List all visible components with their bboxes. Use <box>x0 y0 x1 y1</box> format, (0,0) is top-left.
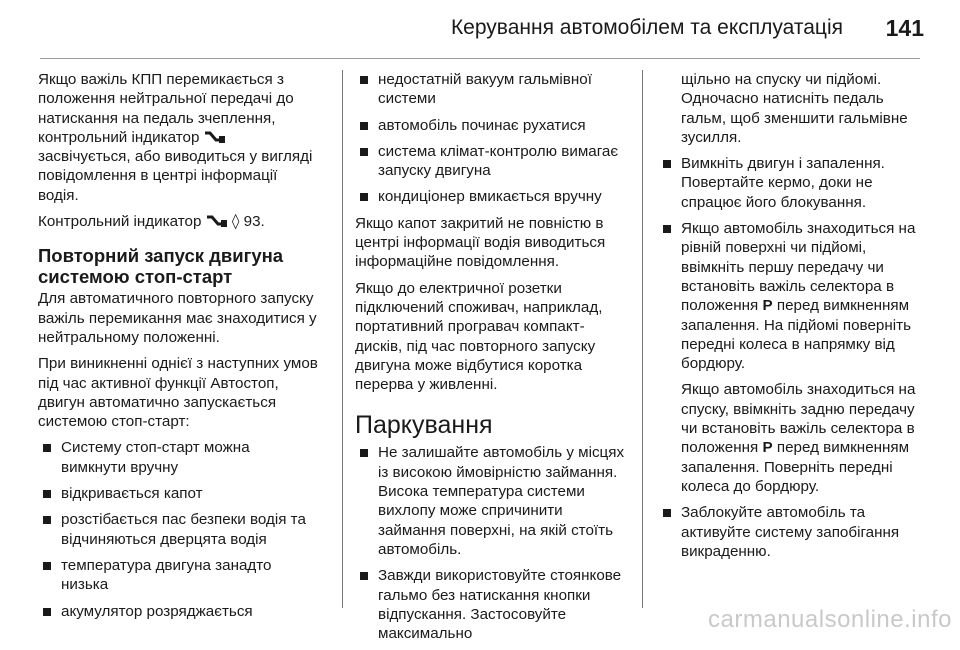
header-title: Керування автомобілем та експлуатація <box>450 16 843 39</box>
bullet-icon <box>43 562 51 570</box>
bullet-icon <box>43 608 51 616</box>
list-item: автомобіль починає рухатися <box>355 116 627 135</box>
list-item: Систему стоп-старт можна вимкнути вручну <box>38 438 318 477</box>
list-item: Завжди використовуйте стоянкове гальмо без натискання кнопки відпускання. Застосовуйте максимально <box>355 566 627 643</box>
bullet-list <box>355 70 627 207</box>
bullet-icon <box>360 449 368 457</box>
column-2 <box>355 70 627 650</box>
section-heading: Повторний запуск двигуна системою стоп-старт <box>38 245 284 288</box>
list-item: Не залишайте автомобіль у місцях із високою ймовірністю займання. Висока температура системи вихлопу може спричинити займання поверхні, на якій стоїть автомобіль. <box>355 443 627 559</box>
bullet-icon <box>43 490 51 498</box>
list-item: температура двигуна занадто низька <box>38 556 318 595</box>
bullet-icon <box>43 444 51 452</box>
header-divider <box>40 58 920 59</box>
bullet-list <box>38 438 318 620</box>
list-item: акумулятор розряджається <box>38 602 318 621</box>
column-divider-2 <box>642 70 643 608</box>
column-divider-1 <box>342 70 343 608</box>
list-item: Заблокуйте автомобіль та активуйте систему запобігання викраденню. <box>658 503 926 561</box>
paragraph: Для автоматичного повторного запуску важіль перемикання має знаходитися у нейтральному положенні. <box>38 290 317 346</box>
bullet-icon <box>663 225 671 233</box>
bullet-icon <box>360 122 368 130</box>
list-item: недостатній вакуум гальмівної системи <box>355 70 627 109</box>
bullet-icon <box>360 148 368 156</box>
list-item: кондиціонер вмикається вручну <box>355 187 627 206</box>
paragraph: Якщо важіль КПП перемикається з положення нейтральної передачі до натискання на педаль зчеплення, контрольний індикатор засвічується, або виводиться у вигляді повідомлення в центрі інформації водія. <box>38 71 313 204</box>
clutch-indicator-icon <box>204 130 226 144</box>
bullet-list <box>355 443 627 643</box>
clutch-indicator-icon <box>206 214 228 228</box>
list-item: система клімат-контролю вимагає запуску двигуна <box>355 142 627 181</box>
paragraph: Якщо до електричної розетки підключений споживач, наприклад, портативний програвач компакт-дисків, під час повторного запуску двигуна може відбутися коротка перерва у живленні. <box>355 279 603 394</box>
paragraph: Якщо капот закритий не повністю в центрі інформації водія виводиться інформаційне повідомлення. <box>355 214 606 271</box>
list-item: Вимкніть двигун і запалення. Повертайте кермо, доки не спрацює його блокування. <box>658 154 926 212</box>
watermark: carmanualsonline.info <box>708 606 952 633</box>
list-item: розстібається пас безпеки водія та відчиняються дверцята водія <box>38 510 318 549</box>
bullet-icon <box>360 193 368 201</box>
column-1 <box>38 70 318 628</box>
page-reference-icon[interactable]: ◊ <box>231 212 240 231</box>
paragraph: Якщо автомобіль знаходиться на спуску, ввімкніть задню передачу чи встановіть важіль селектора в положення P перед вимкненням запалення. Поверніть передні колеса до бордюру. <box>681 381 916 495</box>
bullet-icon <box>43 516 51 524</box>
section-heading: Паркування <box>355 411 493 440</box>
page-header <box>0 0 960 50</box>
bullet-icon <box>663 160 671 168</box>
page-number: 141 <box>885 15 924 41</box>
list-item: відкривається капот <box>38 484 318 503</box>
bullet-icon <box>360 76 368 84</box>
paragraph: При виникненні однієї з наступних умов під час активної функції Автостоп, двигун автоматично запускається системою стоп-старт: <box>38 355 318 431</box>
list-item: Якщо автомобіль знаходиться на рівній поверхні чи підйомі, ввімкніть першу передачу чи встановіть важіль селектора в положення P перед вимкненням запалення. На підйомі поверніть передні колеса в напрямку від бордюру. Якщо автомобіль знаходиться на спуску, ввімкніть задню передачу чи встановіть важіль селектора в положення P перед вимкненням запалення. Поверніть передні колеса до бордюру. <box>658 219 926 496</box>
paragraph: Контрольний індикатор ◊ 93. <box>38 212 265 231</box>
bullet-icon <box>360 572 368 580</box>
paragraph: щільно на спуску чи підйомі. Одночасно натисніть педаль гальм, щоб зменшити гальмівне зусилля. <box>681 71 908 146</box>
bullet-list <box>658 154 926 561</box>
bullet-icon <box>663 509 671 517</box>
column-3 <box>658 70 926 568</box>
